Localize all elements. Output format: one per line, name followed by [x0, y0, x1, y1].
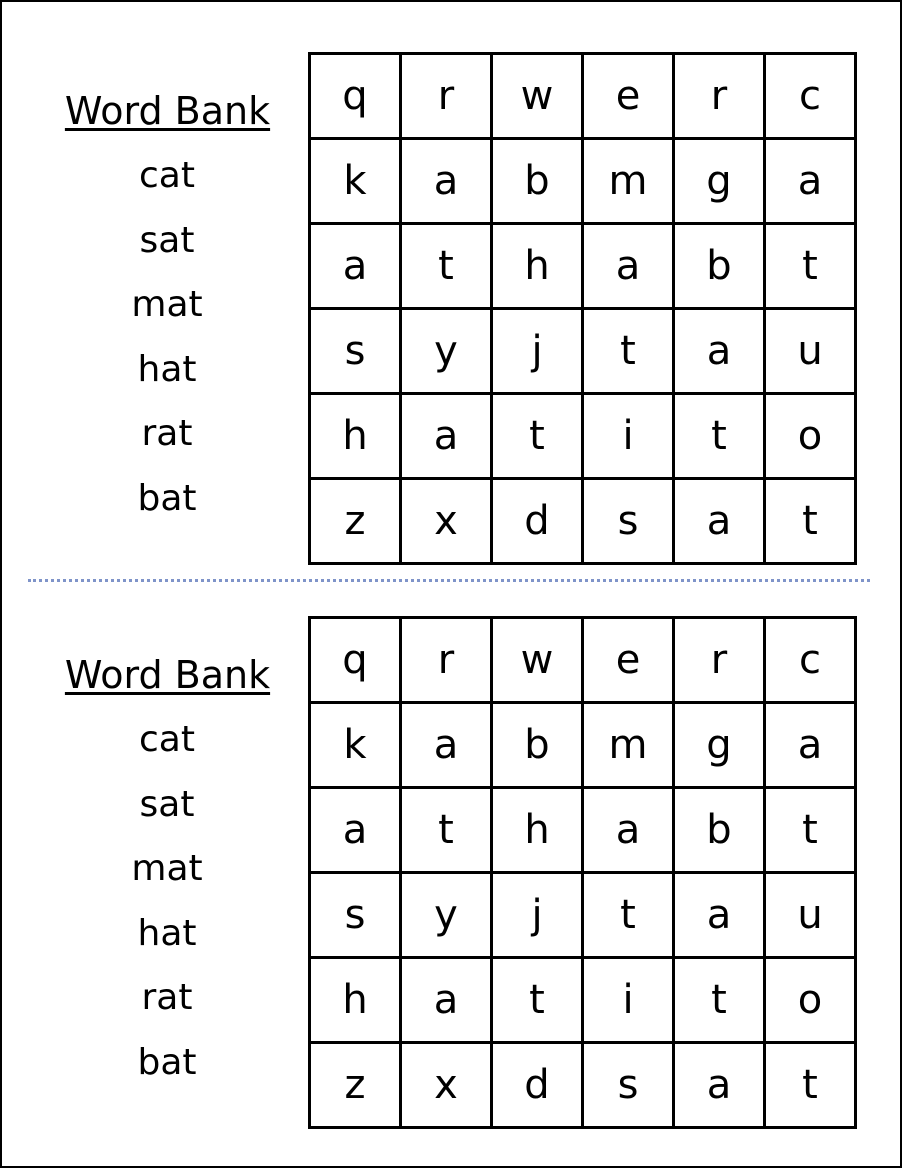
grid-cell[interactable]: a — [401, 139, 492, 224]
word-bank-word: sat — [139, 219, 195, 261]
grid-cell[interactable]: b — [674, 224, 765, 309]
word-bank-word: rat — [141, 977, 193, 1018]
grid-cell[interactable]: i — [583, 958, 674, 1043]
grid-cell[interactable]: k — [310, 139, 401, 224]
grid-cell[interactable]: t — [401, 224, 492, 309]
word-bank-list — [62, 708, 277, 1095]
grid-cell[interactable]: d — [492, 1043, 583, 1128]
grid-cell[interactable]: b — [492, 703, 583, 788]
grid-cell[interactable]: s — [310, 873, 401, 958]
grid-cell[interactable]: r — [401, 54, 492, 139]
grid-cell[interactable]: t — [492, 958, 583, 1043]
grid-row — [310, 224, 856, 309]
word-bank-word: sat — [139, 783, 195, 825]
grid-cell[interactable]: t — [492, 394, 583, 479]
letter-grid — [308, 616, 857, 1129]
grid-cell[interactable]: i — [583, 394, 674, 479]
grid-cell[interactable]: e — [583, 618, 674, 703]
grid-cell[interactable]: s — [583, 1043, 674, 1128]
grid-row — [310, 394, 856, 479]
word-bank — [62, 652, 277, 1095]
grid-row — [310, 618, 856, 703]
word-bank-title: Word Bank — [64, 89, 271, 133]
grid-row — [310, 703, 856, 788]
grid-cell[interactable]: h — [310, 958, 401, 1043]
grid-cell[interactable]: x — [401, 479, 492, 564]
grid-row — [310, 873, 856, 958]
word-bank — [62, 88, 277, 531]
grid-cell[interactable]: a — [310, 224, 401, 309]
grid-cell[interactable]: r — [674, 618, 765, 703]
letter-grid — [308, 52, 857, 565]
grid-cell[interactable]: a — [674, 873, 765, 958]
puzzle-top — [2, 52, 900, 572]
grid-cell[interactable]: a — [674, 479, 765, 564]
grid-row — [310, 788, 856, 873]
word-bank-word: mat — [131, 848, 203, 889]
grid-cell[interactable]: t — [765, 479, 856, 564]
grid-cell[interactable]: q — [310, 618, 401, 703]
grid-row — [310, 139, 856, 224]
word-bank-list — [62, 144, 277, 531]
grid-cell[interactable]: j — [492, 873, 583, 958]
dotted-cut-line — [28, 579, 870, 582]
grid-cell[interactable]: b — [674, 788, 765, 873]
grid-row — [310, 1043, 856, 1128]
grid-cell[interactable]: m — [583, 139, 674, 224]
grid-cell[interactable]: s — [310, 309, 401, 394]
puzzle-bottom — [2, 616, 900, 1136]
grid-cell[interactable]: h — [310, 394, 401, 479]
grid-cell[interactable]: a — [674, 1043, 765, 1128]
grid-cell[interactable]: z — [310, 479, 401, 564]
grid-cell[interactable]: t — [401, 788, 492, 873]
grid-row — [310, 309, 856, 394]
grid-cell[interactable]: y — [401, 873, 492, 958]
grid-cell[interactable]: t — [583, 309, 674, 394]
grid-cell[interactable]: g — [674, 703, 765, 788]
grid-cell[interactable]: r — [401, 618, 492, 703]
word-bank-word: rat — [141, 413, 193, 454]
grid-cell[interactable]: e — [583, 54, 674, 139]
grid-cell[interactable]: k — [310, 703, 401, 788]
grid-cell[interactable]: m — [583, 703, 674, 788]
grid-cell[interactable]: s — [583, 479, 674, 564]
grid-cell[interactable]: t — [765, 788, 856, 873]
grid-cell[interactable]: c — [765, 54, 856, 139]
word-bank-word: bat — [137, 1041, 197, 1083]
grid-cell[interactable]: a — [401, 703, 492, 788]
word-bank-word: hat — [137, 912, 197, 954]
grid-row — [310, 479, 856, 564]
grid-cell[interactable]: d — [492, 479, 583, 564]
word-bank-word: cat — [139, 155, 195, 196]
grid-cell[interactable]: w — [492, 618, 583, 703]
grid-cell[interactable]: w — [492, 54, 583, 139]
grid-cell[interactable]: a — [765, 703, 856, 788]
grid-cell[interactable]: a — [765, 139, 856, 224]
word-bank-word: hat — [137, 348, 197, 390]
grid-cell[interactable]: j — [492, 309, 583, 394]
grid-cell[interactable]: a — [310, 788, 401, 873]
grid-cell[interactable]: a — [674, 309, 765, 394]
grid-cell[interactable]: t — [583, 873, 674, 958]
grid-cell[interactable]: a — [401, 394, 492, 479]
grid-cell[interactable]: a — [583, 788, 674, 873]
grid-cell[interactable]: b — [492, 139, 583, 224]
word-bank-word: cat — [139, 719, 195, 760]
grid-cell[interactable]: z — [310, 1043, 401, 1128]
grid-cell[interactable]: o — [765, 394, 856, 479]
grid-cell[interactable]: y — [401, 309, 492, 394]
grid-cell[interactable]: u — [765, 873, 856, 958]
grid-cell[interactable]: a — [401, 958, 492, 1043]
grid-cell[interactable]: r — [674, 54, 765, 139]
grid-cell[interactable]: t — [765, 1043, 856, 1128]
grid-cell[interactable]: h — [492, 224, 583, 309]
grid-cell[interactable]: x — [401, 1043, 492, 1128]
grid-cell[interactable]: q — [310, 54, 401, 139]
grid-cell[interactable]: a — [583, 224, 674, 309]
grid-cell[interactable]: t — [674, 394, 765, 479]
grid-cell[interactable]: o — [765, 958, 856, 1043]
grid-cell[interactable]: g — [674, 139, 765, 224]
grid-cell[interactable]: u — [765, 309, 856, 394]
word-bank-word: mat — [131, 284, 203, 325]
grid-row — [310, 54, 856, 139]
word-bank-word: bat — [137, 477, 197, 519]
grid-cell[interactable]: h — [492, 788, 583, 873]
grid-cell[interactable]: t — [765, 224, 856, 309]
grid-cell[interactable]: t — [674, 958, 765, 1043]
grid-row — [310, 958, 856, 1043]
grid-cell[interactable]: c — [765, 618, 856, 703]
word-bank-title: Word Bank — [64, 653, 271, 697]
